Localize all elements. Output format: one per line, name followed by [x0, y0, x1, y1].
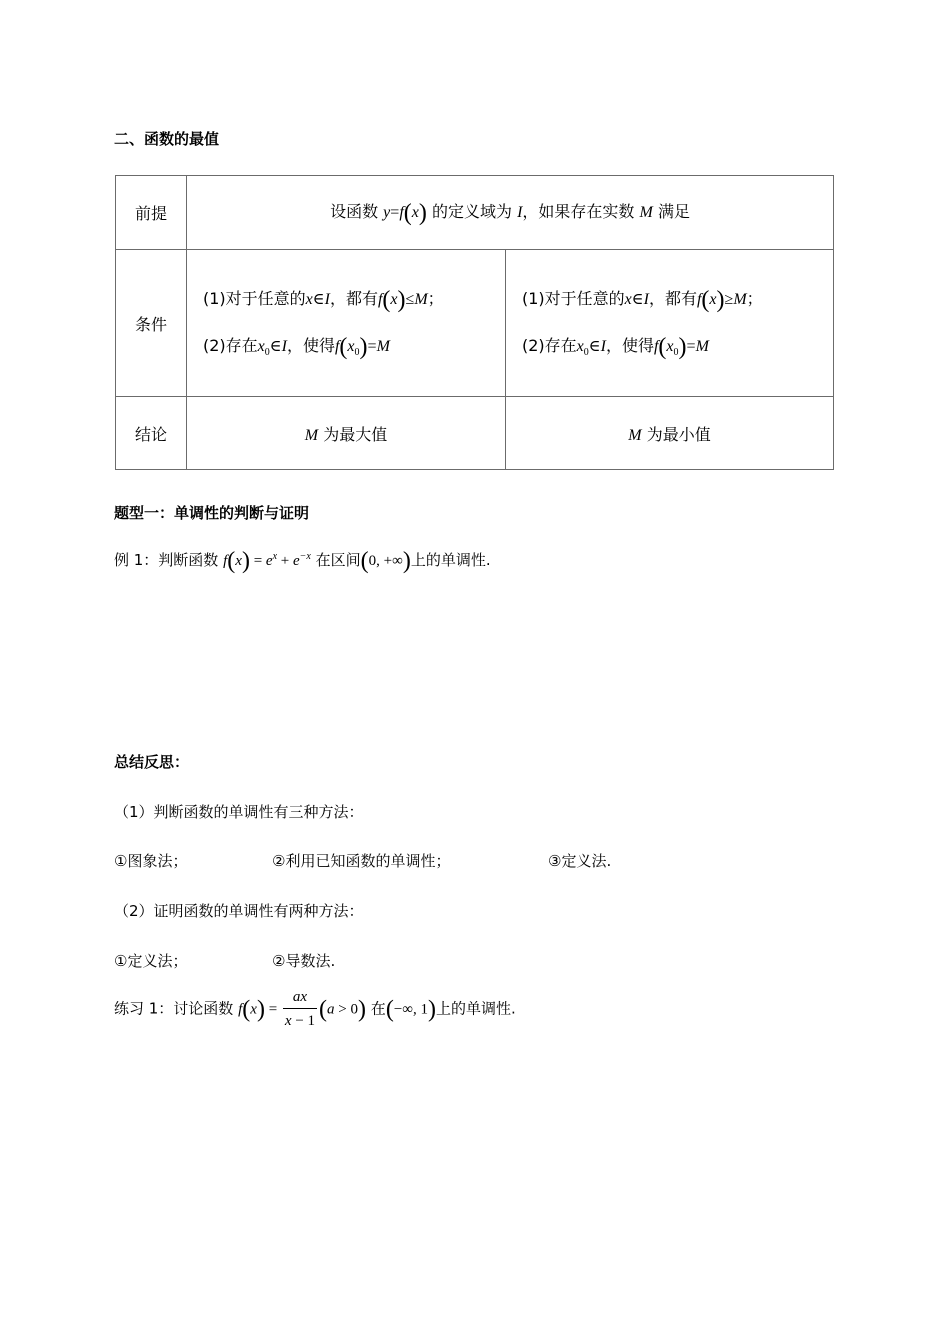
method-graph: ①图象法； [114, 852, 188, 870]
type1-title: 题型一：单调性的判断与证明 [114, 504, 310, 522]
min-conclusion: M 为最小值 [506, 397, 834, 470]
table-row [116, 176, 834, 250]
summary-title: 总结反思： [114, 753, 190, 771]
method-definition: ③定义法. [548, 852, 612, 870]
summary-p2: （2）证明函数的单调性有两种方法： [114, 902, 364, 920]
method-known: ②利用已知函数的单调性； [272, 852, 451, 870]
extremum-table [115, 175, 834, 470]
premise-cell: 设函数 y=f(x) 的定义域为 I，如果存在实数 M 满足 [187, 176, 834, 250]
practice1: 练习 1：讨论函数 f(x) = $\frac{ax}{x - 1}$ (a > 0) 在(−∞, 1)上的单调性. [114, 989, 516, 1029]
table-row [116, 397, 834, 470]
max-conclusion: M 为最大值 [187, 397, 506, 470]
max-condition-cell: (1)对于任意的x∈I，都有f(x)≤M； (2)存在$x_0\in I$，使得$f(x_0)=M$ [187, 250, 506, 397]
summary-p1: （1）判断函数的单调性有三种方法： [114, 803, 364, 821]
conclusion-label: 结论 [116, 397, 187, 470]
example1: 例 1：判断函数 $f(x) = e^x + e^{-x}$ 在区间(0, +∞)上的单调性. [114, 548, 491, 574]
premise-label: 前提 [116, 176, 187, 250]
proof-definition: ①定义法； [114, 952, 188, 970]
proof-derivative: ②导数法. [272, 952, 336, 970]
section-title: 二、函数的最值 [114, 130, 220, 148]
min-condition-cell: (1)对于任意的x∈I，都有f(x)≥M； (2)存在$x_0\in I$，使得$f(x_0)=M$ [506, 250, 834, 397]
table-row [116, 250, 834, 397]
condition-label: 条件 [116, 250, 187, 397]
